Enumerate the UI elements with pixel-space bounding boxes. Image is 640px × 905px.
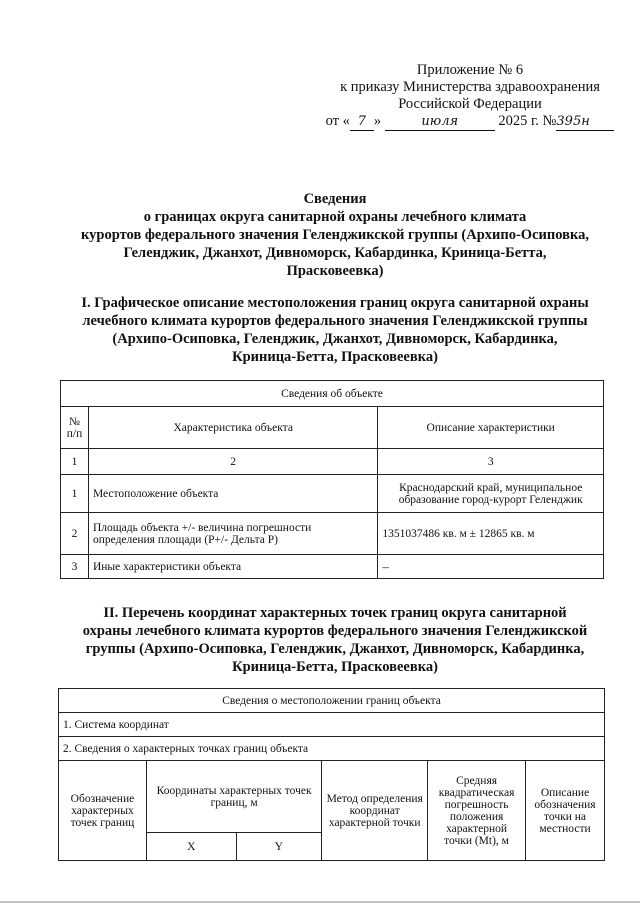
heading-line: Сведения	[303, 191, 367, 207]
heading-line: о границах округа санитарной охраны лечебного климата	[143, 209, 527, 225]
year-label: 2025 г. №	[498, 113, 557, 129]
col-header-description: Описание характеристики	[378, 407, 604, 449]
heading-line: курортов федерального значения Геленджикской группы (Архипо-Осиповка,	[81, 227, 589, 243]
col-header-characteristic: Характеристика объекта	[88, 407, 377, 449]
object-info-table	[60, 380, 604, 579]
index-cell: 2	[88, 449, 377, 475]
boundary-points-table	[58, 688, 605, 861]
row-number: 2	[61, 513, 89, 555]
index-cell: 1	[61, 449, 89, 475]
col-header-x: X	[146, 833, 236, 861]
section-2-line: группы (Архипо-Осиповка, Геленджик, Джанхот, Дивноморск, Кабардинка,	[85, 641, 585, 657]
section-1-line: I. Графическое описание местоположения границ округа санитарной охраны	[81, 295, 589, 311]
section-2-line: II. Перечень координат характерных точек границ округа санитарной	[103, 605, 567, 621]
handwritten-day: 7	[350, 114, 374, 131]
row-characteristic: Площадь объекта +/- величина погрешности определения площади (P+/- Дельта P)	[88, 513, 377, 555]
points-info-row: 2. Сведения о характерных точках границ объекта	[59, 737, 605, 761]
appendix-order: к приказу Министерства здравоохранения	[340, 79, 600, 95]
col-header-y: Y	[236, 833, 322, 861]
page-edge-divider	[0, 901, 640, 903]
heading-line: Геленджик, Джанхот, Дивноморск, Кабардинка, Криница-Бетта,	[123, 245, 547, 261]
col-header-location: Описание обозначения точки на местности	[526, 761, 605, 861]
row-characteristic: Иные характеристики объекта	[88, 555, 377, 579]
row-characteristic: Местоположение объекта	[88, 475, 377, 513]
document-heading	[40, 190, 630, 280]
section-2-line: Криница-Бетта, Прасковеевка)	[232, 659, 438, 675]
col-header-coordinates: Координаты характерных точек границ, м	[146, 761, 321, 833]
order-date-line	[300, 113, 640, 131]
index-cell: 3	[378, 449, 604, 475]
section-1-line: Криница-Бетта, Прасковеевка)	[232, 349, 438, 365]
col-header-designation: Обозначение характерных точек границ	[59, 761, 147, 861]
table-row	[61, 513, 604, 555]
coordinate-system-row: 1. Система координат	[59, 713, 605, 737]
table-caption: Сведения об объекте	[61, 381, 604, 407]
appendix-title: Приложение № 6	[416, 62, 524, 78]
table-row	[61, 555, 604, 579]
quote-close: »	[373, 113, 382, 129]
handwritten-number: 395н	[556, 114, 614, 131]
section-1-line: лечебного климата курортов федерального значения Геленджикской группы	[82, 313, 588, 329]
row-number: 1	[61, 475, 89, 513]
table-row	[61, 475, 604, 513]
row-description: –	[378, 555, 604, 579]
col-header-num: № п/п	[61, 407, 89, 449]
section-2-line: охраны лечебного климата курортов федерального значения Геленджикской	[82, 623, 588, 639]
row-number: 3	[61, 555, 89, 579]
handwritten-month: июля	[385, 114, 495, 131]
from-label: от «	[325, 113, 350, 129]
col-header-method: Метод определения координат характерной точки	[322, 761, 428, 861]
section-1-line: (Архипо-Осиповка, Геленджик, Джанхот, Дивноморск, Кабардинка,	[112, 331, 558, 347]
section-2-heading	[40, 604, 630, 676]
row-description: 1351037486 кв. м ± 12865 кв. м	[378, 513, 604, 555]
section-1-heading	[40, 294, 630, 366]
table-caption: Сведения о местоположении границ объекта	[59, 689, 605, 713]
row-description: Краснодарский край, муниципальное образование город-курорт Геленджик	[378, 475, 604, 513]
appendix-block	[300, 62, 640, 131]
col-header-error: Средняя квадратическая погрешность положения характерной точки (Mt), м	[428, 761, 526, 861]
heading-line: Прасковеевка)	[286, 263, 384, 279]
appendix-ministry: Российской Федерации	[398, 96, 542, 112]
